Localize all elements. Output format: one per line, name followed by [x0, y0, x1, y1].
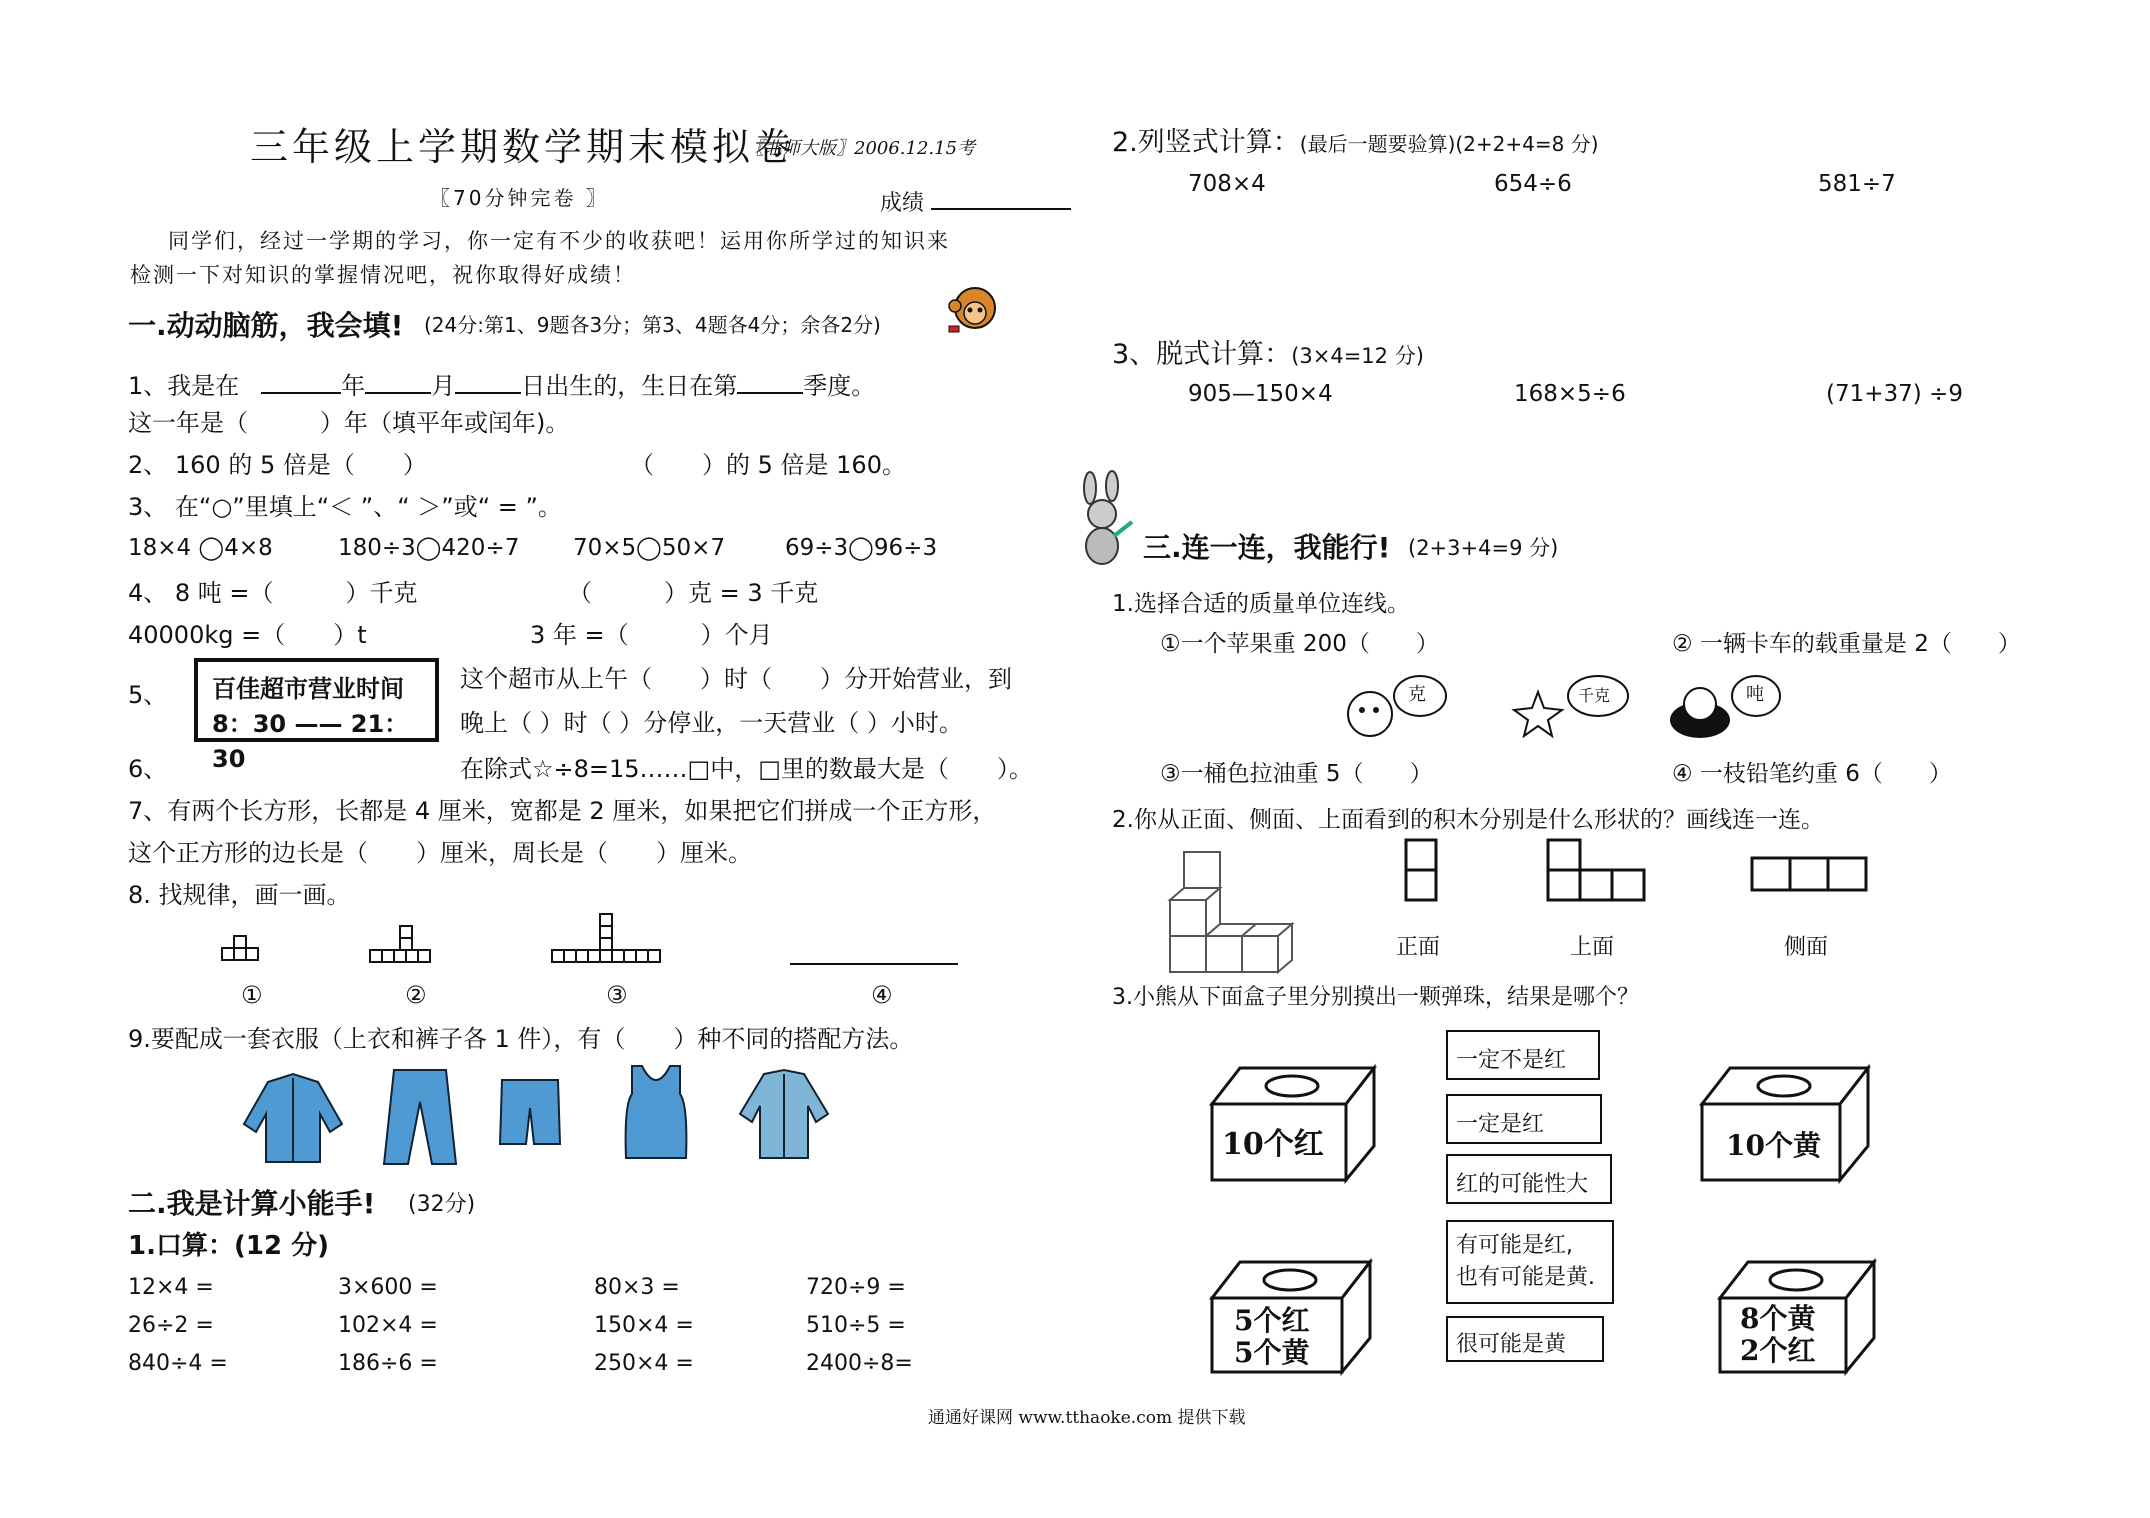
- box1-label: 10个红: [1222, 1127, 1324, 1162]
- marble-box-2: [1700, 1066, 1870, 1182]
- box4-label-yellow: 8个黄: [1740, 1302, 1816, 1335]
- vertical-item-2: 654÷6: [1494, 171, 1572, 197]
- q1-line1: 1、我是在 年 月 日出生的，生日在第 季度。: [128, 368, 875, 401]
- unit-bubble-gram: [1340, 674, 1450, 740]
- section2-heading: 二.我是计算小能手!: [128, 1187, 376, 1220]
- vest-icon: [622, 1064, 690, 1160]
- store-hours-title: 百佳超市营业时间: [212, 675, 404, 703]
- s3-q2-instruction: 2.你从正面、侧面、上面看到的积木分别是什么形状的？画线连一连。: [1112, 807, 1824, 833]
- trousers-icon: [380, 1068, 460, 1168]
- q3-item-3: 70×5◯50×7: [573, 535, 726, 561]
- section3-heading: 三.连一连，我能行!: [1143, 531, 1391, 564]
- pattern-figure-1: [222, 936, 270, 968]
- step-item-2: 168×5÷6: [1514, 381, 1626, 407]
- box2-label: 10个黄: [1726, 1129, 1821, 1162]
- q3-instruction: 3、 在“○”里填上“＜ ”、“ ＞”或“ = ”。: [128, 493, 562, 521]
- monkey-mascot-icon: [945, 282, 1005, 342]
- view-label-side: 侧面: [1784, 935, 1829, 960]
- oral-problem: 250×4 =: [594, 1351, 694, 1376]
- q1-line2: 这一年是（ ）年（填平年或闰年)。: [128, 409, 570, 437]
- outcome-card-never-red: 一定不是红: [1446, 1030, 1600, 1080]
- shorts-icon: [498, 1078, 562, 1148]
- footer-credit: 通通好课网 www.tthaoke.com 提供下载: [928, 1408, 1246, 1428]
- oral-problem: 2400÷8=: [806, 1351, 913, 1376]
- pattern-label-4: ④: [871, 981, 893, 1009]
- oral-problem: 150×4 =: [594, 1313, 694, 1338]
- vertical-item-1: 708×4: [1188, 171, 1266, 197]
- q3-item-1: 18×4 ◯4×8: [128, 535, 273, 561]
- box4-label-red: 2个红: [1740, 1334, 1816, 1367]
- step-item-1: 905—150×4: [1188, 381, 1333, 407]
- blocks-3d-figure: [1170, 864, 1310, 972]
- view-label-top: 上面: [1570, 935, 1615, 960]
- q6-number: 6、: [128, 755, 168, 783]
- unit-bubble-ton: [1664, 674, 1784, 740]
- view-label-front: 正面: [1396, 935, 1441, 960]
- pattern-figure-3: [552, 914, 672, 970]
- oral-heading: 1.口算：(12 分): [128, 1231, 329, 1261]
- oral-problem: 510÷5 =: [806, 1313, 906, 1338]
- vertical-item-3: 581÷7: [1818, 171, 1896, 197]
- pattern-label-3: ③: [606, 981, 628, 1009]
- q7-line2: 这个正方形的边长是（ ）厘米，周长是（ ）厘米。: [128, 839, 752, 867]
- q7-line1: 7、有两个长方形，长都是 4 厘米，宽都是 2 厘米，如果把它们拼成一个正方形，: [128, 797, 997, 825]
- pattern-label-1: ①: [241, 981, 263, 1009]
- outcome-card-likely-yellow: 很可能是黄: [1446, 1316, 1604, 1362]
- coat-icon: [736, 1070, 832, 1160]
- q3-item-4: 69÷3◯96÷3: [785, 535, 938, 561]
- outcome-card-certain-red: 一定是红: [1446, 1094, 1602, 1144]
- outcome-card-maybe: [1446, 1220, 1614, 1304]
- oral-problem: 102×4 =: [338, 1313, 438, 1338]
- step-item-3: (71+37) ÷9: [1826, 381, 1963, 407]
- store-hours-times: 8：30 —— 21：30: [212, 709, 409, 773]
- intro-line-2: 检测一下对知识的掌握情况吧，祝你取得好成绩！: [130, 263, 636, 287]
- unit-bubble-kilogram: [1512, 674, 1632, 740]
- oral-problem: 3×600 =: [338, 1275, 438, 1300]
- q3-item-2: 180÷3◯420÷7: [338, 535, 520, 561]
- section3-note: (2+3+4=9 分): [1408, 536, 1559, 560]
- oral-problem: 720÷9 =: [806, 1275, 906, 1300]
- section2-note: (32分): [408, 1192, 476, 1217]
- q6-text: 在除式☆÷8=15……□中，□里的数最大是（ ）。: [460, 755, 1033, 783]
- q4-part-b: （ ）克 = 3 千克: [568, 579, 819, 607]
- time-note: 〖70分钟完卷 〗: [430, 186, 609, 210]
- mass-item-3: ③一桶色拉油重 5（ ）: [1160, 761, 1433, 787]
- q4-part-a: 4、 8 吨 =（ ）千克: [128, 579, 418, 607]
- q2-part-a: 2、 160 的 5 倍是（ ）: [128, 451, 427, 479]
- section1-heading: 一.动动脑筋，我会填!: [128, 309, 404, 342]
- q5-text-1: 这个超市从上午（ ）时（ ）分开始营业，到: [460, 665, 1012, 693]
- store-hours-box: [194, 658, 439, 773]
- side-view-figure: [1750, 856, 1870, 894]
- bubble-text-kilogram: 千克: [1578, 686, 1611, 705]
- mass-item-4: ④ 一枝铅笔约重 6（ ）: [1672, 761, 1952, 787]
- front-view-figure: [1404, 838, 1440, 904]
- q8-instruction: 8. 找规律，画一画。: [128, 881, 351, 909]
- page-title: 三年级上学期数学期末模拟卷: [250, 125, 797, 169]
- outcome-card-maybe-line2: 也有可能是黄.: [1456, 1264, 1595, 1290]
- q2-part-b: （ ）的 5 倍是 160。: [630, 451, 906, 479]
- score-label: 成绩: [880, 186, 1071, 218]
- outcome-card-likely-red: 红的可能性大: [1446, 1154, 1612, 1204]
- pattern-figure-2: [370, 926, 450, 970]
- oral-problem: 840÷4 =: [128, 1351, 228, 1376]
- oral-problem: 12×4 =: [128, 1275, 214, 1300]
- top-view-figure: [1546, 838, 1650, 904]
- bubble-text-gram: 克: [1408, 684, 1426, 705]
- oral-problem: 26÷2 =: [128, 1313, 214, 1338]
- box3-label-red: 5个红: [1234, 1304, 1310, 1337]
- box3-label-yellow: 5个黄: [1234, 1336, 1310, 1369]
- q9-text: 9.要配成一套衣服（上衣和裤子各 1 件），有（ ）种不同的搭配方法。: [128, 1025, 914, 1053]
- q5-number: 5、: [128, 681, 168, 709]
- oral-problem: 80×3 =: [594, 1275, 680, 1300]
- marble-box-1: [1210, 1066, 1376, 1182]
- s3-q3-instruction: 3.小熊从下面盒子里分别摸出一颗弹珠，结果是哪个？: [1112, 985, 1639, 1010]
- oral-problem: 186÷6 =: [338, 1351, 438, 1376]
- q4-part-c: 40000kg =（ ）t: [128, 621, 367, 649]
- edition-note: 〖北师大版〗2006.12.15考: [746, 138, 976, 159]
- outcome-card-maybe-line1: 有可能是红,: [1456, 1233, 1573, 1258]
- step-calc-heading: 3、脱式计算：(3×4=12 分): [1112, 339, 1424, 370]
- mass-item-1: ①一个苹果重 200（ ）: [1160, 631, 1439, 657]
- q5-text-2: 晚上（ ）时（ ）分停业，一天营业（ ）小时。: [460, 709, 963, 737]
- pattern-answer-line: [790, 962, 960, 966]
- jacket-icon: [238, 1074, 348, 1164]
- pattern-label-2: ②: [405, 981, 427, 1009]
- q4-part-d: 3 年 =（ ）个月: [530, 621, 773, 649]
- mass-item-2: ② 一辆卡车的载重量是 2（ ）: [1672, 631, 2021, 657]
- bubble-text-ton: 吨: [1746, 684, 1764, 705]
- intro-line-1: 同学们，经过一学期的学习，你一定有不少的收获吧！运用你所学过的知识来: [168, 229, 950, 253]
- rabbit-mascot-icon: [1062, 472, 1142, 568]
- vertical-calc-heading: 2.列竖式计算：(最后一题要验算)(2+2+4=8 分): [1112, 127, 1599, 158]
- section1-note: (24分:第1、9题各3分；第3、4题各4分；余各2分): [424, 313, 881, 337]
- s3-q1-instruction: 1.选择合适的质量单位连线。: [1112, 591, 1410, 617]
